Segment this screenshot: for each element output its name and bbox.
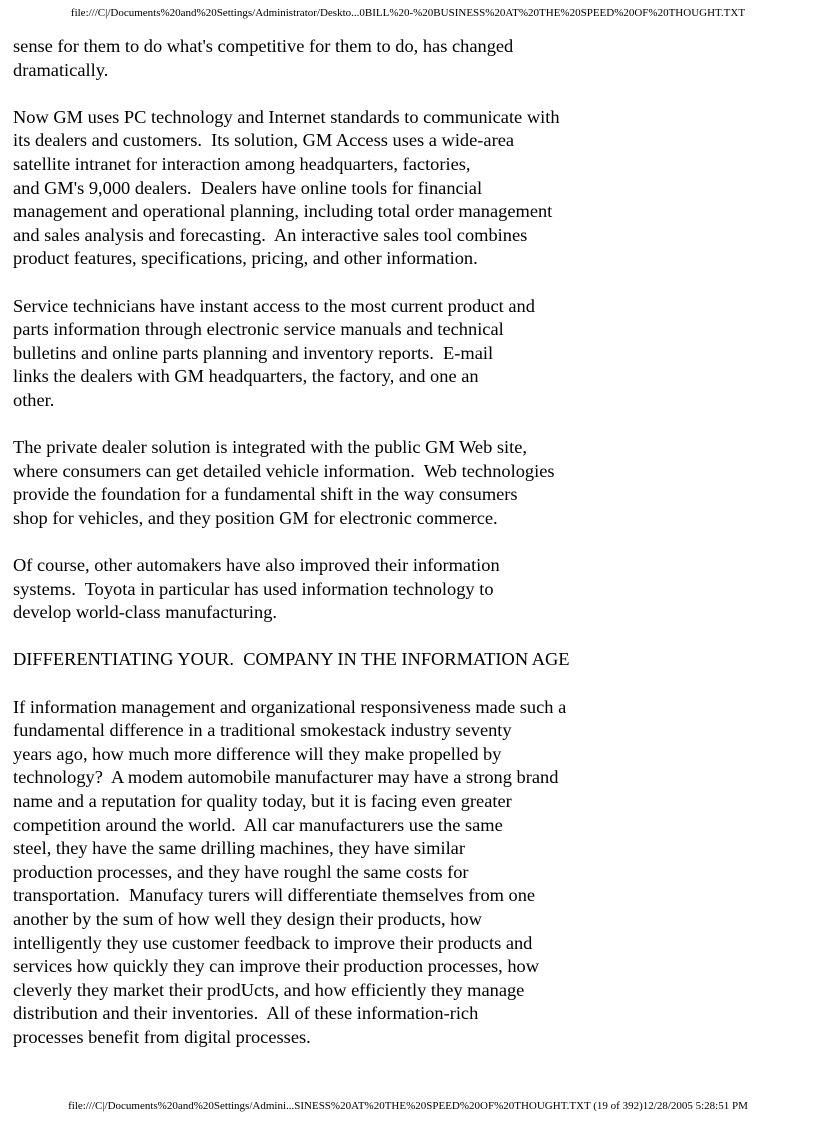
text-line: distribution and their inventories. All of these information-rich <box>13 1003 479 1024</box>
page-footer-path: file:///C|/Documents%20and%20Settings/Admini...SINESS%20AT%20THE%20SPEED%20OF%20THOUGHT.TXT (19 of 392)12/28/2005 5:28:51 PM <box>68 1100 748 1112</box>
text-line: services how quickly they can improve their production processes, how <box>13 956 540 977</box>
text-line: sense for them to do what's competitive for them to do, has changed <box>13 36 514 56</box>
text-line: and sales analysis and forecasting. An interactive sales tool combines <box>13 224 528 245</box>
text-line: processes benefit from digital processes. <box>13 1026 311 1047</box>
blank-line <box>13 625 803 649</box>
text-line: If information management and organizational responsiveness made such a <box>13 696 567 717</box>
text-line: years ago, how much more difference will they make propelled by <box>13 743 502 764</box>
text-line: The private dealer solution is integrated with the public GM Web site, <box>13 437 528 458</box>
text-line: competition around the world. All car manufacturers use the same <box>13 814 503 835</box>
text-line: Now GM uses PC technology and Internet standards to communicate with <box>13 106 560 127</box>
blank-line <box>13 82 803 106</box>
text-line: Service technicians have instant access to the most current product and <box>13 295 535 316</box>
blank-line <box>13 530 803 554</box>
document-body <box>13 35 803 1050</box>
text-line: product features, specifications, pricing, and other information. <box>13 248 478 269</box>
text-line: production processes, and they have roughl the same costs for <box>13 861 469 882</box>
text-line: shop for vehicles, and they position GM for electronic commerce. <box>13 507 498 528</box>
text-line: DIFFERENTIATING YOUR. COMPANY IN THE INFORMATION AGE <box>13 649 570 670</box>
text-line: another by the sum of how well they design their products, how <box>13 908 482 929</box>
blank-line <box>13 413 803 437</box>
text-line: Of course, other automakers have also improved their information <box>13 555 500 576</box>
text-line: intelligently they use customer feedback to improve their products and <box>13 932 533 953</box>
text-line: links the dealers with GM headquarters, the factory, and one an <box>13 366 479 387</box>
text-line: technology? A modem automobile manufacturer may have a strong brand <box>13 767 559 788</box>
text-line: satellite intranet for interaction among headquarters, factories, <box>13 153 471 174</box>
text-line: other. <box>13 389 55 410</box>
blank-line <box>13 672 803 696</box>
text-line: where consumers can get detailed vehicle information. Web technologies <box>13 460 555 481</box>
text-line: transportation. Manufacy turers will differentiate themselves from one <box>13 885 536 906</box>
text-line: its dealers and customers. Its solution, GM Access uses a wide-area <box>13 130 515 151</box>
text-line: systems. Toyota in particular has used information technology to <box>13 578 494 599</box>
text-line: dramatically. <box>13 59 109 80</box>
page-header-path: file:///C|/Documents%20and%20Settings/Administrator/Deskto...0BILL%20-%20BUSINESS%20AT%20THE%20SPEED%20OF%20THOUGHT.TXT <box>70 7 746 19</box>
text-line: develop world-class manufacturing. <box>13 602 278 623</box>
text-line: provide the foundation for a fundamental shift in the way consumers <box>13 484 518 505</box>
text-line: fundamental difference in a traditional smokestack industry seventy <box>13 720 512 741</box>
text-line: name and a reputation for quality today, but it is facing even greater <box>13 791 512 811</box>
blank-line <box>13 271 803 295</box>
text-line: cleverly they market their prodUcts, and how efficiently they manage <box>13 979 525 1000</box>
text-line: and GM's 9,000 dealers. Dealers have online tools for financial <box>13 177 483 198</box>
text-line: parts information through electronic service manuals and technical <box>13 319 504 340</box>
text-line: management and operational planning, including total order management <box>13 201 553 222</box>
text-line: bulletins and online parts planning and inventory reports. E-mail <box>13 342 494 363</box>
text-line: steel, they have the same drilling machines, they have similar <box>13 838 465 859</box>
